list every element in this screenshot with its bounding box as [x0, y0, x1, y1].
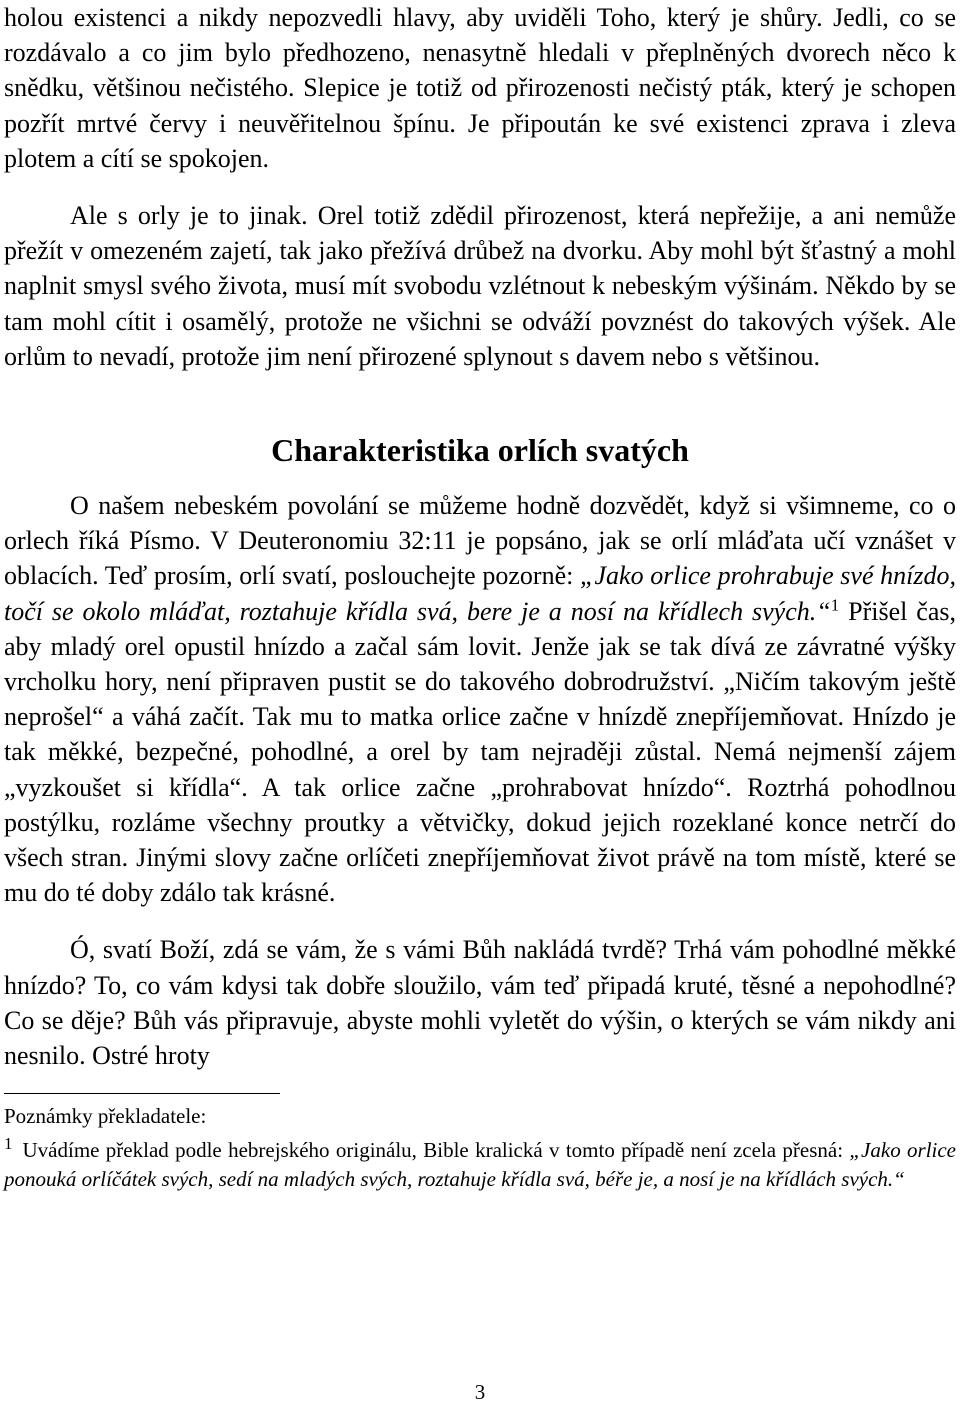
footnote-text: Uvádíme překlad podle hebrejského originálu, Bible kralická v tomto případě není zcela přesná: — [22, 1138, 850, 1163]
footnote-divider — [4, 1093, 280, 1094]
paragraph-3 — [4, 488, 956, 910]
paragraph-2: Ale s orly je to jinak. Orel totiž zdědil přirozenost, která nepřežije, a ani nemůže přežít v omezeném zajetí, tak jako přežívá drůbež na dvorku. Aby mohl být šťastný a mohl naplnit smysl svého života, musí mít svobodu vzlétnout k nebeským výšinám. Někdo by se tam mohl cítit i osamělý, protože ne všichni se odváží povznést do takových výšek. Ale orlům to nevadí, protože jim není přirozené splynout s davem nebo s většinou. — [4, 201, 956, 371]
page-number: 3 — [474, 1380, 486, 1404]
footnote-quote: „Jako orlice ponouká orlíčátek svých, sedí na mladých svých, roztahuje křídla svá, béře je, a nosí je na křídlách svých.“ — [4, 1138, 957, 1192]
section-heading: Charakteristika orlích svatých — [271, 432, 689, 469]
paragraph-gap — [4, 910, 956, 932]
paragraph-3-text-start: O našem nebeském povolání se můžeme hodně dozvědět, když si všimneme, co o orlech říká Písmo. V Deuteronomiu 32:11 je popsáno, jak se orlí mláďata učí vznášet v oblacích. Teď prosím, orlí svatí, poslouchejte pozorně: — [4, 491, 956, 591]
paragraph-4: Ó, svatí Boží, zdá se vám, že s vámi Bůh nakládá tvrdě? Trhá vám pohodlné měkké hnízdo? To, co vám kdysi tak dobře sloužilo, vám teď připadá kruté, těsné a nepohodlné? Co se děje? Bůh vás připravuje, abyste mohli vyletět do výšin, o kterých se vám nikdy ani nesnilo. Ostré hroty — [4, 935, 956, 1071]
document-page — [4, 0, 956, 1194]
footnote-reference[interactable]: 1 — [830, 594, 840, 614]
footnote-1 — [4, 1136, 956, 1194]
footnotes-title: Poznámky překladatele: — [4, 1104, 207, 1129]
footnote-number: 1 — [4, 1134, 13, 1154]
paragraph-3-text-end: Přišel čas, aby mladý orel opustil hnízdo a začal sám lovit. Jenže jak se tak dívá ze závratné výšky vrcholku hory, není připraven pustit se do takového dobrodružství. „Ničím takovým ještě neprošel“ a váhá začít. Tak mu to matka orlice začne v hnízdě znepříjemňovat. Hnízdo je tak měkké, bezpečné, pohodlné, a orel by tam nejraději zůstal. Nemá nejmenší zájem „vyzkoušet si křídla“. A tak orlice začne „prohrabovat hnízdo“. Roztrhá pohodlnou postýlku, rozláme všechny proutky a větvičky, dokud jejich rozeklané konce netrčí do všech stran. Jinými slovy začne orlíčeti znepříjemňovat život právě na tom místě, které se mu do té doby zdálo tak krásné. — [4, 596, 957, 908]
paragraph-1: holou existenci a nikdy nepozvedli hlavy, aby uviděli Toho, který je shůry. Jedli, co se rozdávalo a co jim bylo předhozeno, nenasytně hledali v přeplněných dvorech něco k snědku, většinou nečistého. Slepice je totiž od přirozenosti nečistý pták, který je schopen pozřít mrtvé červy i neuvěřitelnou špínu. Je připoután ke své existenci zprava i zleva plotem a cítí se spokojen. — [4, 3, 956, 173]
paragraph-gap — [4, 176, 956, 198]
scripture-quote: „Jako orlice prohrabuje své hnízdo, točí se okolo mláďat, roztahuje křídla svá, bere je a nosí na křídlech svých.“ — [4, 561, 957, 626]
